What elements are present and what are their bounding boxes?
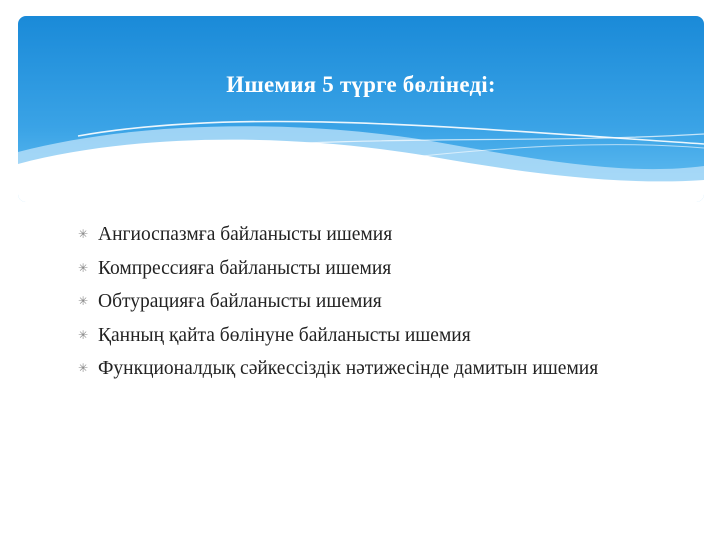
list-item: ✳ Ангиоспазмға байланысты ишемия <box>76 218 676 252</box>
title-banner <box>18 16 704 202</box>
asterisk-bullet-icon: ✳ <box>77 260 89 275</box>
asterisk-bullet-icon: ✳ <box>77 294 89 308</box>
list-item: ✳ Функционалдық сәйкессіздік нәтижесінде дамитын ишемия <box>76 352 676 382</box>
list-item: ✳ Компрессияға байланысты ишемия <box>76 252 676 286</box>
bullet-list <box>76 218 676 382</box>
asterisk-bullet-icon: ✳ <box>77 361 89 375</box>
slide-title: Ишемия 5 түрге бөлінеді: <box>226 72 496 97</box>
list-item: ✳ Қанның қайта бөлінуне байланысты ишемия <box>76 319 676 353</box>
list-item: ✳ Обтурацияға байланысты ишемия <box>76 285 676 319</box>
asterisk-bullet-icon: ✳ <box>77 327 89 342</box>
asterisk-bullet-icon: ✳ <box>77 227 89 241</box>
wave-decoration <box>18 16 704 202</box>
